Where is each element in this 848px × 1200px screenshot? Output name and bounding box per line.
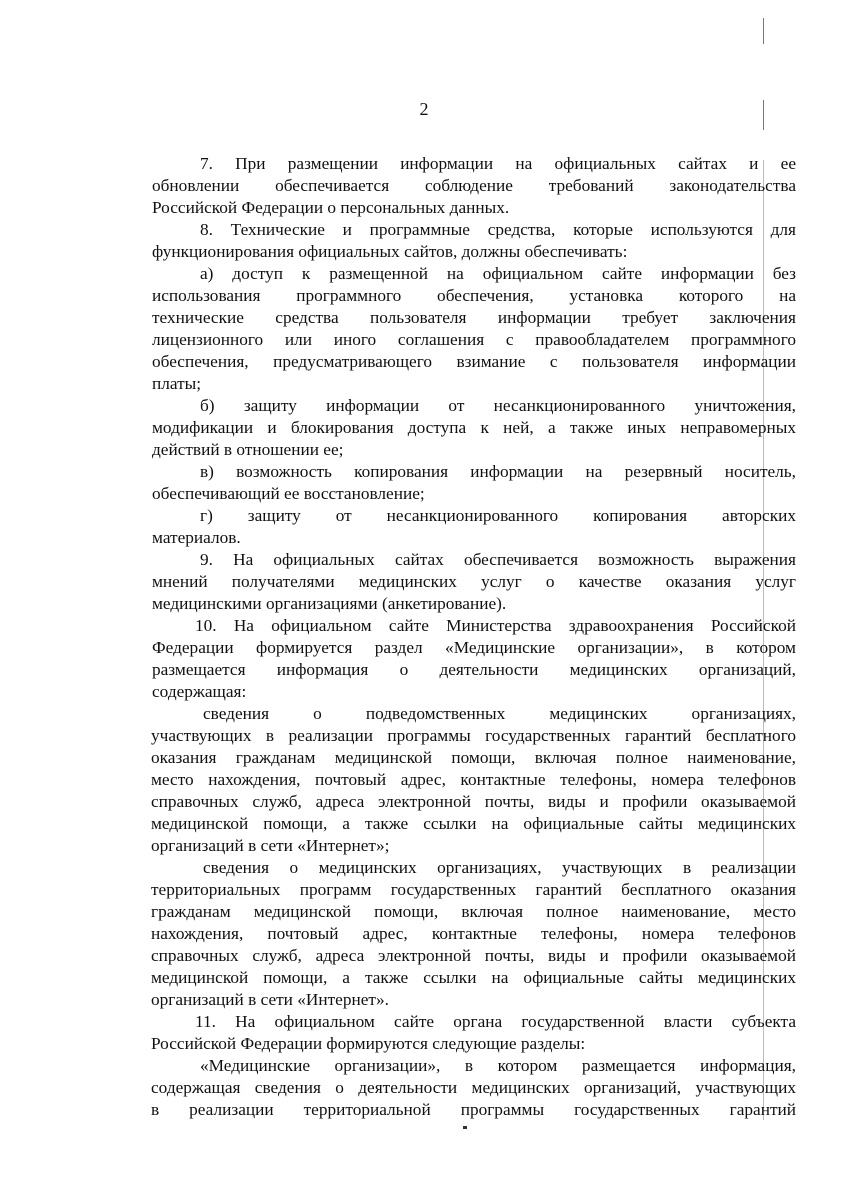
text-line: участвующих в реализации программы государственных гарантий бесплатного <box>151 726 796 745</box>
text-line: содержащая сведения о деятельности медицинских организаций, участвующих <box>151 1078 796 1097</box>
text-line: оказания гражданам медицинской помощи, включая полное наименование, <box>151 748 796 767</box>
text-line: действий в отношении ее; <box>152 440 344 459</box>
text-line: функционирования официальных сайтов, должны обеспечивать: <box>152 242 628 261</box>
text-line: организаций в сети «Интернет». <box>151 990 389 1009</box>
text-line: платы; <box>152 374 202 393</box>
text-line: нахождения, почтовый адрес, контактные телефоны, номера телефонов <box>151 924 796 943</box>
text-line: 7. При размещении информации на официальных сайтах и ее <box>200 154 796 173</box>
text-line: материалов. <box>152 528 241 547</box>
text-line: содержащая: <box>152 682 247 701</box>
text-line: «Медицинские организации», в котором размещается информация, <box>200 1056 796 1075</box>
text-line: г) защиту от несанкционированного копирования авторских <box>200 506 796 525</box>
text-line: 10. На официальном сайте Министерства здравоохранения Российской <box>195 616 796 635</box>
text-line: Российской Федерации о персональных данных. <box>152 198 510 217</box>
text-line: б) защиту информации от несанкционированного уничтожения, <box>200 396 796 415</box>
text-line: гражданам медицинской помощи, включая полное наименование, место <box>151 902 796 921</box>
text-line: справочных служб, адреса электронной почты, виды и профили оказываемой <box>151 792 796 811</box>
text-line: 11. На официальном сайте органа государственной власти субъекта <box>195 1012 796 1031</box>
scan-artifact-dot <box>463 1126 467 1129</box>
text-line: организаций в сети «Интернет»; <box>151 836 390 855</box>
text-line: место нахождения, почтовый адрес, контактные телефоны, номера телефонов <box>151 770 796 789</box>
text-line: использования программного обеспечения, установка которого на <box>152 286 796 305</box>
scan-artifact-line <box>763 18 764 44</box>
text-line: медицинской помощи, а также ссылки на официальные сайты медицинских <box>151 968 796 987</box>
page-number: 2 <box>419 99 429 119</box>
text-line: мнений получателями медицинских услуг о качестве оказания услуг <box>152 572 796 591</box>
text-line: сведения о подведомственных медицинских организациях, <box>203 704 796 723</box>
text-line: медицинской помощи, а также ссылки на официальные сайты медицинских <box>151 814 796 833</box>
text-line: лицензионного или иного соглашения с правообладателем программного <box>152 330 796 349</box>
text-line: обновлении обеспечивается соблюдение требований законодательства <box>152 176 796 195</box>
text-line: обеспечивающий ее восстановление; <box>152 484 425 503</box>
text-line: в реализации территориальной программы государственных гарантий <box>151 1100 796 1119</box>
text-line: размещается информация о деятельности медицинских организаций, <box>152 660 796 679</box>
text-line: территориальных программ государственных гарантий бесплатного оказания <box>151 880 796 899</box>
text-line: 9. На официальных сайтах обеспечивается возможность выражения <box>200 550 796 569</box>
text-line: модификации и блокирования доступа к ней, а также иных неправомерных <box>152 418 796 437</box>
text-line: сведения о медицинских организациях, участвующих в реализации <box>203 858 796 877</box>
text-line: обеспечения, предусматривающего взимание с пользователя информации <box>152 352 796 371</box>
text-line: Федерации формируется раздел «Медицинские организации», в котором <box>152 638 796 657</box>
text-line: справочных служб, адреса электронной почты, виды и профили оказываемой <box>151 946 796 965</box>
text-line: медицинскими организациями (анкетирование). <box>152 594 507 613</box>
text-line: технические средства пользователя информации требует заключения <box>152 308 796 327</box>
text-line: 8. Технические и программные средства, которые используются для <box>200 220 796 239</box>
text-line: Российской Федерации формируются следующие разделы: <box>151 1034 586 1053</box>
document-body <box>151 153 796 1121</box>
text-line: в) возможность копирования информации на резервный носитель, <box>200 462 796 481</box>
text-line: а) доступ к размещенной на официальном сайте информации без <box>200 264 796 283</box>
